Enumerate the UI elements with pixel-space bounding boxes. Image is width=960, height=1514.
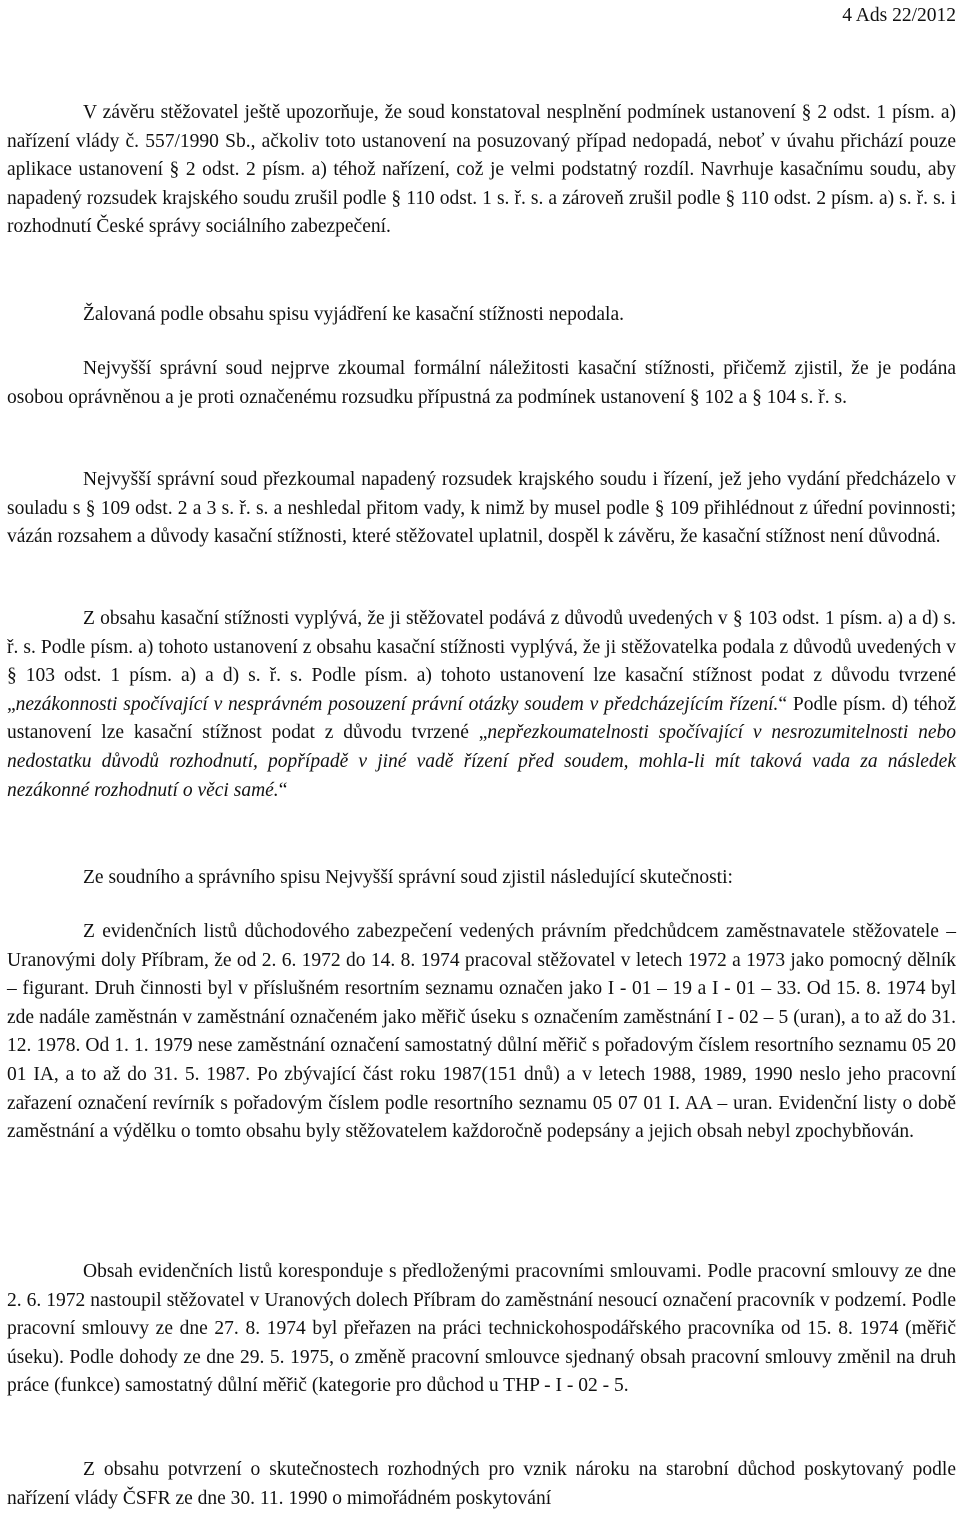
- paragraph-text: V závěru stěžovatel ještě upozorňuje, že soud konstatoval nesplnění podmínek ustanovení § 2 odst. 1 písm. a) nařízení vlády č. 557/1990 Sb., ačkoliv toto ustanovení na posuzovaný případ nedopadá, neboť v úvahu přichází pouze aplikace ustanovení § 2 odst. 2 písm. a) téhož nařízení, což je velmi podstatný rozdíl. Navrhuje kasačnímu soudu, aby napadený rozsudek krajského soudu zrušil podle § 110 odst. 1 s. ř. s. a zároveň zrušil podle § 110 odst. 2 písm. a) s. ř. s. i rozhodnutí České správy sociálního zabezpečení.: [7, 102, 956, 238]
- paragraph-text: Žalovaná podle obsahu spisu vyjádření ke kasační stížnosti nepodala.: [83, 304, 624, 325]
- paragraph-formal-requirements: [7, 355, 956, 412]
- paragraph-employment-records: [7, 918, 956, 1147]
- paragraph-text: “: [278, 779, 288, 801]
- paragraph-text: Z evidenčních listů důchodového zabezpečení vedených právním předchůdcem zaměstnavatele stěžovatele – Uranovými doly Příbram, že od 2. 6. 1972 do 14. 8. 1974 pracoval stěžovatel v letech 1972 a 1973 jako pomocný dělník – figurant. Druh činnosti byl v příslušném resortním seznamu označen jako I - 01 – 19 a I - 01 – 33. Od 15. 8. 1974 byl zde nadále zaměstnán v zaměstnání označeném jako měřič úseku s označením zaměstnání I - 02 – 5 (uran), a to až do 31. 12. 1978. Od 1. 1. 1979 nese zaměstnání označení samostatný důlní měřič s pořadovým číslem resortního seznamu 05 20 01 IA, a to až do 31. 5. 1987. Po zbývající část roku 1987(151 dnů) a v letech 1988, 1989, 1990 neslo jeho pracovní zařazení označení revírník s pořadovým číslem podle resortního seznamu 05 07 01 I. AA – uran. Evidenční listy o době zaměstnání a výdělku o tomto obsahu byly stěžovatelem každoročně podepsány a jejich obsah nebyl zpochybňován.: [7, 921, 956, 1143]
- quoted-statute-text: nepřezkoumatelnosti spočívající v nesrozumitelnosti nebo nedostatku důvodů rozhodnutí, popřípadě v jiné vadě řízení před soudem, mohla-li mít taková vada za následek nezákonné rozhodnutí o věci samé.: [7, 722, 956, 801]
- paragraph-employment-contracts: [7, 1258, 956, 1401]
- paragraph-findings-intro: [7, 864, 956, 893]
- paragraph-confirmation-document: [7, 1456, 956, 1513]
- paragraph-cassation-grounds: [7, 605, 956, 805]
- paragraph-text: Ze soudního a správního spisu Nejvyšší správní soud zjistil následující skutečnosti:: [83, 867, 733, 888]
- paragraph-text: Z obsahu kasační stížnosti vyplývá, že ji stěžovatel podává z důvodů uvedených v § 103 odst. 1 písm. a) a d) s. ř. s. Podle písm. a) tohoto ustanovení z obsahu kasační stížnosti vyplývá, že ji stěžovatelka podala z důvodů uvedených v § 103 odst. 1 písm. a) a d) s. ř. s. Podle písm. a) tohoto ustanovení lze kasační stížnost podat z důvodu tvrzené „: [7, 608, 956, 715]
- paragraph-text: Nejvyšší správní soud přezkoumal napadený rozsudek krajského soudu i řízení, jež jeho vydání předcházelo v souladu s § 109 odst. 2 a 3 s. ř. s. a neshledal přitom vady, k nimž by musel podle § 109 přihlédnout z úřední povinnosti; vázán rozsahem a důvody kasační stížnosti, které stěžovatel uplatnil, dospěl k závěru, že kasační stížnost není důvodná.: [7, 469, 956, 548]
- paragraph-text: Z obsahu potvrzení o skutečnostech rozhodných pro vznik nároku na starobní důchod poskytovaný podle nařízení vlády ČSFR ze dne 30. 11. 1990 o mimořádném poskytování: [7, 1459, 956, 1509]
- case-reference: 4 Ads 22/2012: [842, 5, 956, 26]
- quoted-statute-text: nezákonnosti spočívající v nesprávném posouzení právní otázky soudem v předcházejícím řízení.: [15, 693, 779, 715]
- paragraph-text: Obsah evidenčních listů koresponduje s předloženými pracovními smlouvami. Podle pracovní smlouvy ze dne 2. 6. 1972 nastoupil stěžovatel v Uranových dolech Příbram do zaměstnání nesoucí označení pracovník v podzemí. Podle pracovní smlouvy ze dne 27. 8. 1974 byl přeřazen na práci technickohospodářského pracovníka od 15. 8. 1974 (měřič úseku). Podle dohody ze dne 29. 5. 1975, o změně pracovní smlouvce sjednaný obsah pracovní smlouvy změnil na druh práce (funkce) samostatný důlní měřič (kategorie pro důchod u THP - I - 02 - 5.: [7, 1261, 956, 1397]
- paragraph-review-scope: [7, 466, 956, 552]
- paragraph-text: “ Podle písm. d) téhož ustanovení lze kasační stížnost podat z důvodu tvrzené „: [7, 693, 957, 744]
- paragraph-defendant-no-response: [7, 301, 956, 330]
- paragraph-complainant-objection: [7, 99, 956, 242]
- paragraph-text: Nejvyšší správní soud nejprve zkoumal formální náležitosti kasační stížnosti, přičemž zjistil, že je podána osobou oprávněnou a je proti označenému rozsudku přípustná za podmínek ustanovení § 102 a § 104 s. ř. s.: [7, 358, 956, 408]
